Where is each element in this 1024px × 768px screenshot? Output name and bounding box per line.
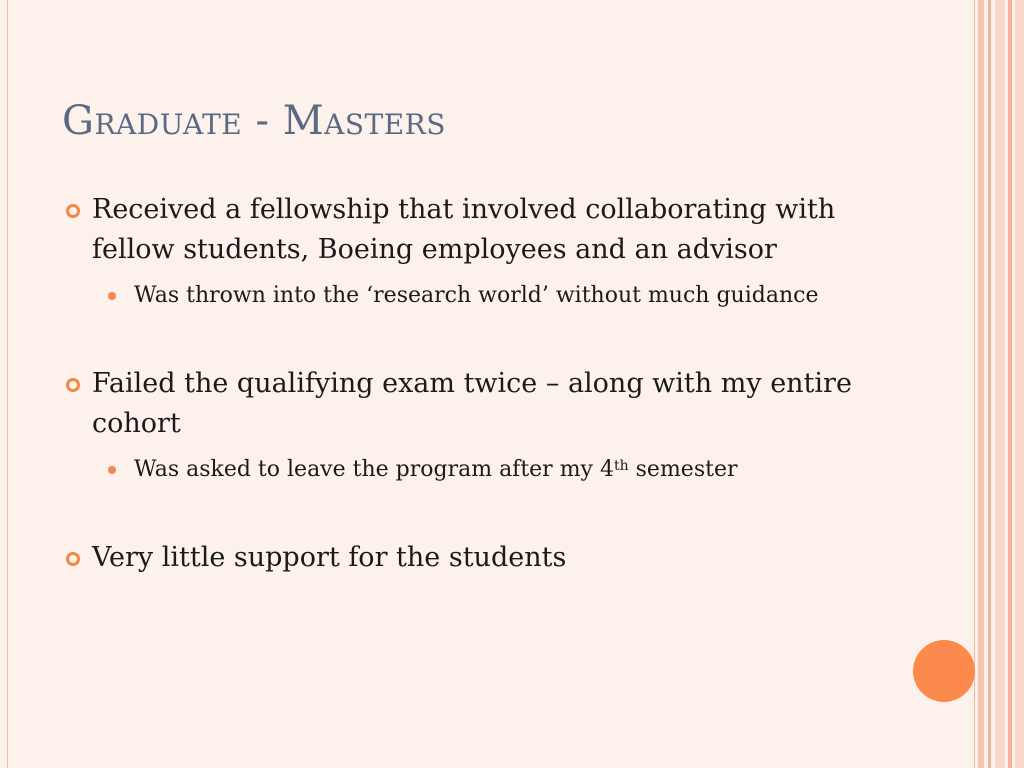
- decor-stripe: [1015, 0, 1024, 768]
- sub-bullet-text: Was asked to leave the program after my 4: [134, 457, 614, 482]
- sub-bullet-text: semester: [628, 457, 738, 482]
- decor-stripe: [978, 0, 984, 768]
- sub-bullet-item: [104, 278, 902, 314]
- bullet-ring-icon: [66, 552, 80, 566]
- bullet-text: Very little support for the students: [92, 542, 567, 573]
- bullet-item: [62, 190, 902, 270]
- decor-circle: [913, 640, 975, 702]
- bullet-ring-icon: [66, 378, 80, 392]
- decor-stripe: [995, 0, 1005, 768]
- sub-bullet-text: Was thrown into the ‘research world’ without much guidance: [134, 283, 819, 308]
- superscript: th: [613, 458, 629, 474]
- bullet-text: Failed the qualifying exam twice – along with my entire cohort: [92, 368, 852, 439]
- bullet-text: Received a fellowship that involved collaborating with fellow students, Boeing employees and an advisor: [92, 194, 836, 265]
- bullet-ring-icon: [66, 204, 80, 218]
- decor-stripe: [988, 0, 991, 768]
- slide-title: Graduate - Masters: [62, 98, 446, 144]
- bullet-dot-icon: [108, 292, 116, 300]
- bullet-item: [62, 364, 902, 444]
- decor-stripe: [1008, 0, 1012, 768]
- bullet-dot-icon: [108, 466, 116, 474]
- bullet-item: [62, 538, 902, 578]
- sub-bullet-item: [104, 452, 902, 488]
- slide-content: [62, 190, 902, 578]
